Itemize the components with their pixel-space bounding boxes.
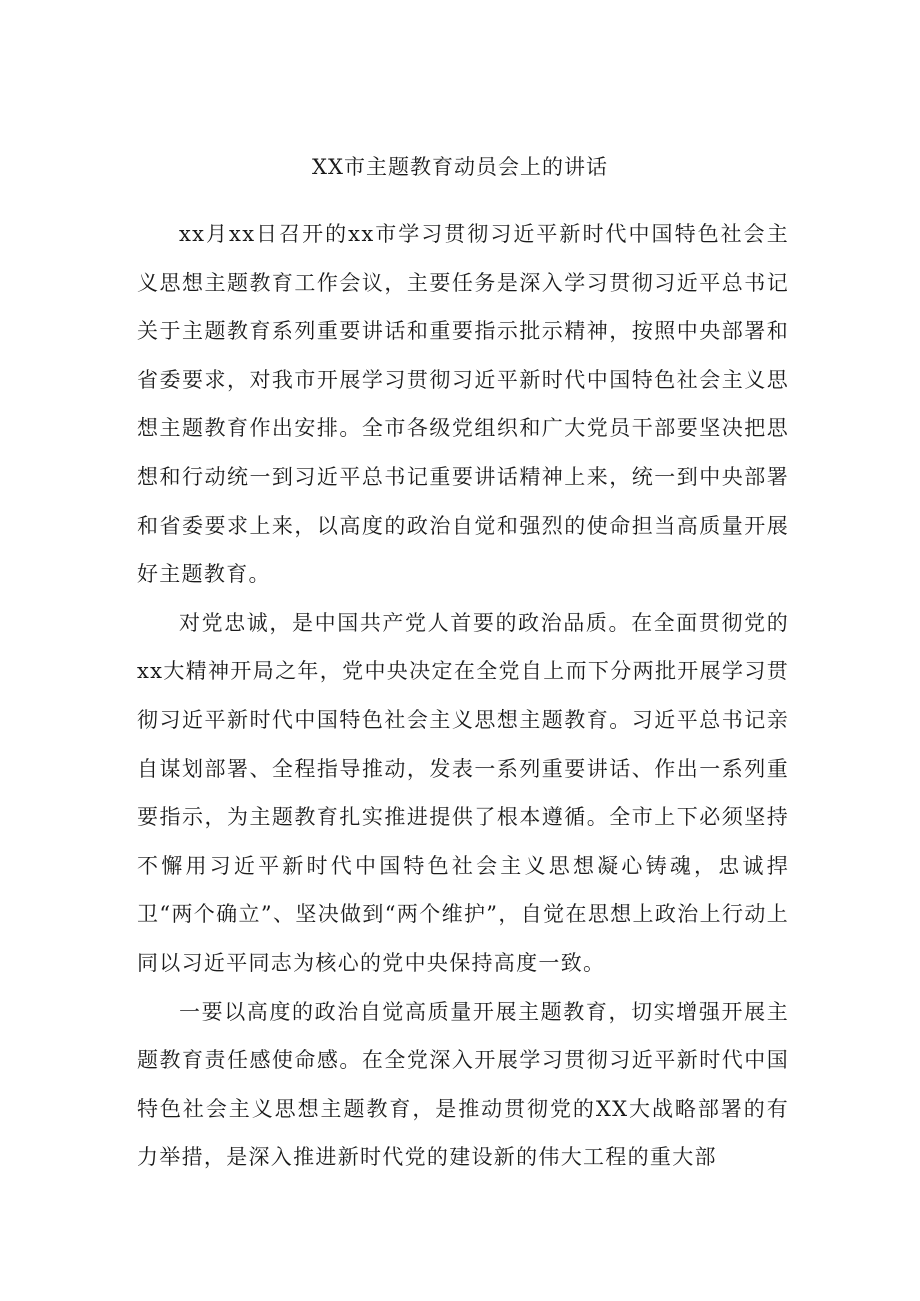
paragraph: 一要以高度的政治自觉高质量开展主题教育，切实增强开展主题教育责任感使命感。在全党深入开展学习贯彻习近平新时代中国特色社会主义思想主题教育，是推动贯彻党的XX大战略部署的有力举措，是深入推进新时代党的建设新的伟大工程的重大部 <box>137 999 789 1170</box>
paragraph: 对党忠诚，是中国共产党人首要的政治品质。在全面贯彻党的xx大精神开局之年，党中央决定在全党自上而下分两批开展学习贯彻习近平新时代中国特色社会主义思想主题教育。习近平总书记亲自谋划部署、全程指导推动，发表一系列重要讲话、作出一系列重要指示，为主题教育扎实推进提供了根本遵循。全市上下必须坚持不懈用习近平新时代中国特色社会主义思想凝心铸魂，忠诚捍卫“两个确立”、坚决做到“两个维护”，自觉在思想上政治上行动上同以习近平同志为核心的党中央保持高度一致。 <box>137 610 789 975</box>
document-body <box>137 210 789 1182</box>
document-title: XX市主题教育动员会上的讲话 <box>312 155 608 179</box>
paragraph: xx月xx日召开的xx市学习贯彻习近平新时代中国特色社会主义思想主题教育工作会议，主要任务是深入学习贯彻习近平总书记关于主题教育系列重要讲话和重要指示批示精神，按照中央部署和省委要求，对我市开展学习贯彻习近平新时代中国特色社会主义思想主题教育作出安排。全市各级党组织和广大党员干部要坚决把思想和行动统一到习近平总书记重要讲话精神上来，统一到中央部署和省委要求上来，以高度的政治自觉和强烈的使命担当高质量开展好主题教育。 <box>137 222 789 587</box>
